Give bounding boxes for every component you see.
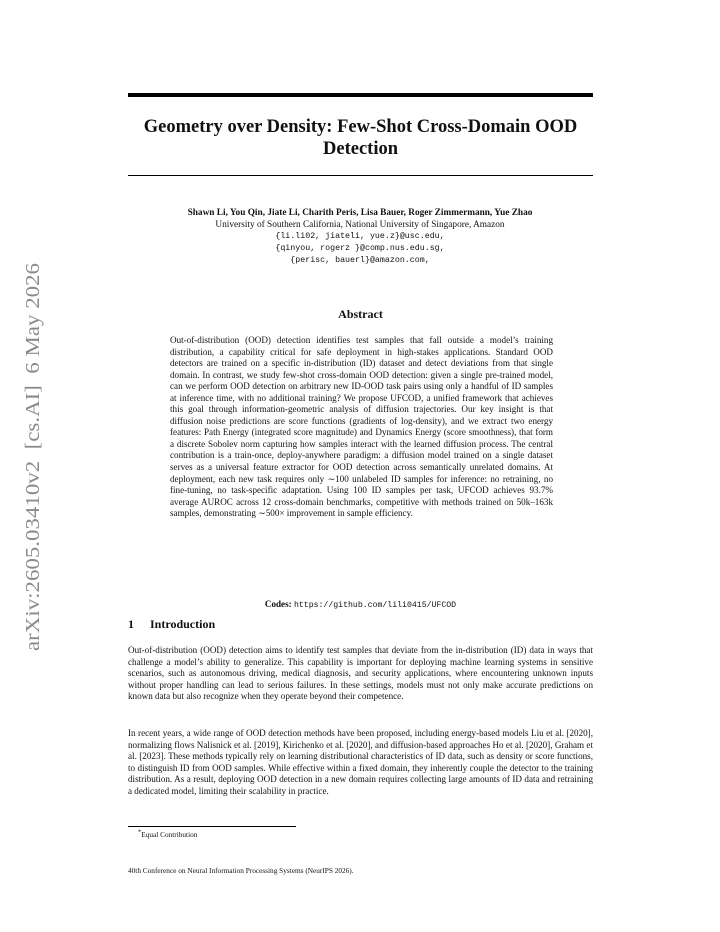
section-number: 1 [128, 617, 134, 631]
code-link-line [128, 599, 593, 610]
footnote-rule [128, 826, 296, 827]
abstract-body: Out-of-distribution (OOD) detection identifies test samples that fall outside a model’s training distribution, a capability critical for safe deployment in high-stakes applications. Standard OOD detectors are trained on a specific in-distribution (ID) dataset and detect deviations from that single domain. In contrast, we study few-shot cross-domain OOD detection: given a single pre-trained model, can we perform OOD detection on arbitrary new ID-OOD task pairs using only a handful of ID samples at inference time, with no additional training? We propose UFCOD, a unified framework that achieves this goal through information-geometric analysis of diffusion trajectories. Our key insight is that diffusion noise predictions are score functions (gradients of log-density), and we extract two energy features: Path Energy (integrated score magnitude) and Dynamics Energy (score smoothness), that form a discrete Sobolev norm capturing how samples interact with the learned diffusion process. The central contribution is a train-once, deploy-anywhere paradigm: a diffusion model trained on a single dataset serves as a universal feature extractor for OOD detection across semantically unrelated domains. At deployment, each new task requires only ∼100 unlabeled ID samples for inference: no retraining, no fine-tuning, no task-specific adaptation. Using 100 ID samples per task, UFCOD achieves 93.7% average AUROC across 12 cross-domain benchmarks, competitive with methods trained on 50k–163k samples, demonstrating ∼500× improvement in sample efficiency. [170, 335, 553, 519]
intro-paragraph-1: Out-of-distribution (OOD) detection aims to identify test samples that deviate from the in-distribution (ID) data in ways that challenge a model’s ability to generalize. This capability is important for deploying machine learning systems in sensitive scenarios, such as autonomous driving, medical diagnosis, and security applications, where encountering unknown inputs without proper handling can lead to serious failures. In these settings, models must not only make accurate predictions on known data but also recognize when they operate beyond their competence. [128, 645, 593, 702]
footnote-equal-contribution: *Equal Contribution [138, 828, 198, 839]
author-email-3: {perisc, bauerl}@amazon.com, [290, 256, 430, 265]
author-list: Shawn Li, You Qin, Jiate Li, Charith Peris, Lisa Bauer, Roger Zimmermann, Yue Zhao [187, 208, 533, 218]
author-affiliations: University of Southern California, National University of Singapore, Amazon [215, 220, 505, 230]
code-url-link[interactable]: https://github.com/lili0415/UFCOD [293, 601, 457, 610]
section-title: Introduction [150, 617, 216, 631]
paper-title: Geometry over Density: Few-Shot Cross-Domain OOD Detection [143, 117, 578, 159]
section-heading-introduction [128, 617, 215, 632]
footnote-text: Equal Contribution [141, 830, 198, 839]
author-block [110, 207, 610, 267]
title-bottom-rule [128, 175, 593, 176]
arxiv-identifier [12, 262, 50, 652]
intro-paragraph-2: In recent years, a wide range of OOD detection methods have been proposed, including energy-based models Liu et al. [2020], normalizing flows Nalisnick et al. [2019], Kirichenko et al. [2020], and diffusion-based approaches Ho et al. [2020], Graham et al. [2023]. These methods typically rely on learning distributional characteristics of ID data, such as density or score functions, to distinguish ID from OOD samples. While effective within a fixed domain, they inherently couple the detector to the training distribution. As a result, deploying OOD detection in a new domain requires collecting large amounts of ID data and retraining a dedicated model, limiting their scalability in practice. [128, 728, 593, 796]
abstract-heading: Abstract [338, 307, 383, 321]
author-email-2: {qinyou, rogerz }@comp.nus.edu.sg, [275, 244, 445, 253]
code-label: Codes: [264, 599, 292, 609]
venue-footer: 40th Conference on Neural Information Processing Systems (NeurIPS 2026). [128, 866, 354, 875]
author-names [110, 207, 610, 219]
title-top-rule [128, 93, 593, 97]
arxiv-identifier-text: arXiv:2605.03410v2 [cs.AI] 6 May 2026 [22, 303, 44, 651]
author-email-1: {li.li02, jiateli, yue.z}@usc.edu, [275, 232, 445, 241]
